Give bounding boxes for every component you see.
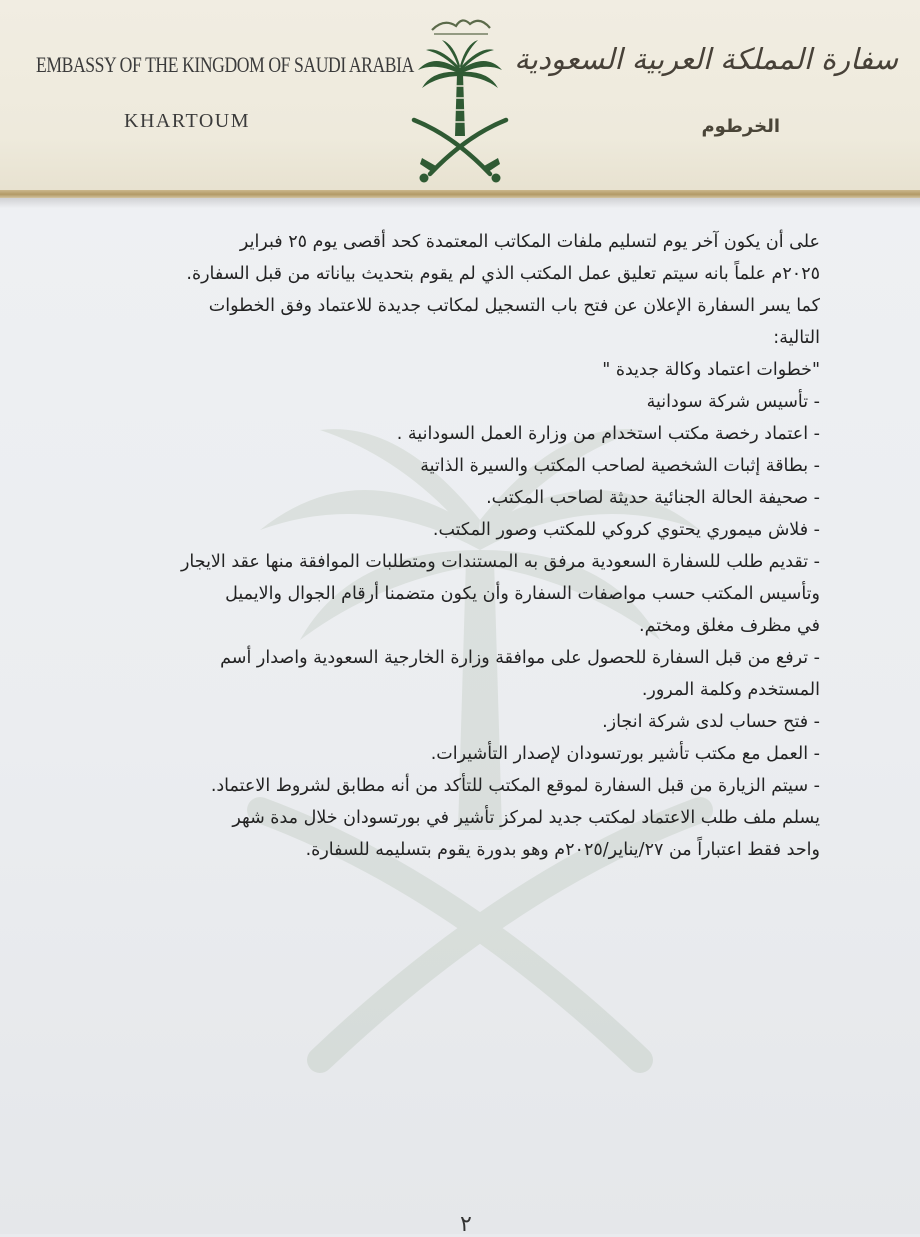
body-line: - فلاش ميموري يحتوي كروكي للمكتب وصور المكتب. — [432, 520, 820, 540]
body-line: التالية: — [773, 328, 820, 348]
body-line: "خطوات اعتماد وكالة جديدة " — [602, 360, 820, 380]
city-name-arabic: الخرطوم — [701, 116, 780, 137]
embassy-title-english: EMBASSY OF THE KINGDOM OF SAUDI ARABIA — [36, 52, 414, 77]
body-line: المستخدم وكلمة المرور. — [641, 680, 820, 700]
letterhead-shadow — [0, 198, 920, 208]
body-line: - تقديم طلب للسفارة السعودية مرفق به المستندات ومتطلبات الموافقة منها عقد الايجار — [180, 552, 820, 572]
body-line: ٢٠٢٥م علماً بانه سيتم تعليق عمل المكتب الذي لم يقوم بتحديث بياناته من قبل السفارة. — [186, 264, 820, 284]
body-line: على أن يكون آخر يوم لتسليم ملفات المكاتب المعتمدة كحد أقصى يوم ٢٥ فبراير — [239, 232, 820, 252]
page-number: ٢ — [460, 1212, 472, 1237]
body-line: - سيتم الزيارة من قبل السفارة لموقع المكتب للتأكد من أنه مطابق لشروط الاعتماد. — [210, 776, 820, 796]
embassy-title-arabic: سفارة المملكة العربية السعودية — [514, 42, 898, 76]
body-line: - العمل مع مكتب تأشير بورتسودان لإصدار التأشيرات. — [430, 744, 820, 764]
palm-and-swords-emblem-icon — [404, 8, 516, 188]
body-line: - اعتماد رخصة مكتب استخدام من وزارة العمل السودانية . — [396, 424, 820, 444]
body-line: في مظرف مغلق ومختم. — [639, 616, 820, 636]
letter-body — [96, 226, 820, 866]
body-line: واحد فقط اعتباراً من ٢٧/يناير/٢٠٢٥م وهو بدورة يقوم بتسليمه للسفارة. — [305, 840, 820, 860]
body-line: كما يسر السفارة الإعلان عن فتح باب التسجيل لمكاتب جديدة للاعتماد وفق الخطوات — [208, 296, 820, 316]
body-line: - بطاقة إثبات الشخصية لصاحب المكتب والسيرة الذاتية — [420, 456, 820, 476]
letterhead — [0, 0, 920, 196]
body-line: وتأسيس المكتب حسب مواصفات السفارة وأن يكون متضمنا أرقام الجوال والايميل — [225, 584, 820, 604]
body-line: - ترفع من قبل السفارة للحصول على موافقة وزارة الخارجية السعودية واصدار أسم — [220, 648, 820, 668]
body-line: يسلم ملف طلب الاعتماد لمكتب جديد لمركز تأشير في بورتسودان خلال مدة شهر — [232, 808, 820, 828]
city-name-english: KHARTOUM — [124, 110, 250, 132]
body-line: - تأسيس شركة سودانية — [646, 392, 820, 412]
body-line: - صحيفة الحالة الجنائية حديثة لصاحب المكتب. — [486, 488, 820, 508]
body-line: - فتح حساب لدى شركة انجاز. — [602, 712, 820, 732]
letterhead-gold-rule — [0, 190, 920, 198]
